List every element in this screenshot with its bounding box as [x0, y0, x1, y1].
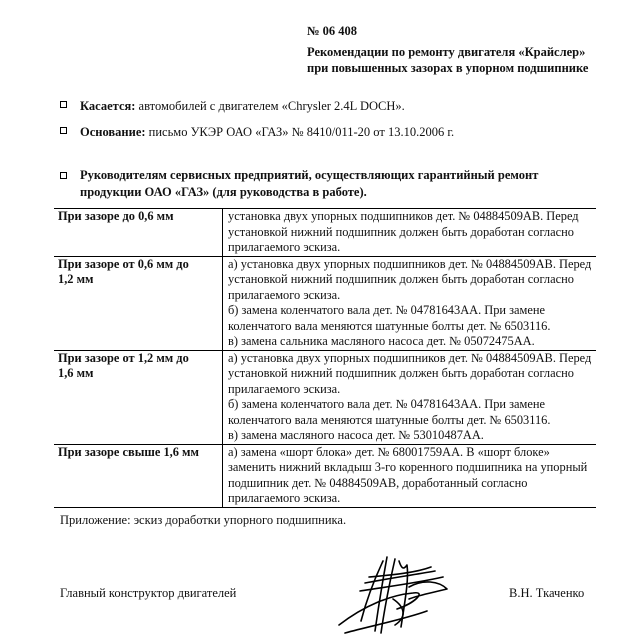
- gap-condition-cell: [54, 256, 223, 350]
- repair-action-line: а) замена «шорт блока» дет. № 68001759АА. В «шорт блоке»: [228, 444, 550, 459]
- concerns-text: автомобилей с двигателем «Chrysler 2.4L DOCH».: [135, 99, 405, 113]
- table-row: [54, 350, 596, 444]
- repair-action-line: установкой нижний подшипник должен быть доработан согласно: [228, 366, 574, 380]
- square-bullet-icon: [60, 127, 67, 134]
- repair-action-line: б) замена коленчатого вала дет. № 04781643АА. При замене: [228, 397, 546, 411]
- repair-action-line: прилагаемого эскиза.: [228, 287, 341, 302]
- repair-actions-cell: [223, 209, 597, 257]
- document-title-line-2: при повышенных зазорах в упорном подшипнике: [307, 61, 589, 75]
- repair-recommendations-table: [54, 208, 596, 508]
- basis-label: Основание:: [80, 125, 146, 139]
- table-row: [54, 209, 596, 257]
- repair-action-line: б) замена коленчатого вала дет. № 04781643АА. При замене: [228, 303, 546, 317]
- gap-condition-line: При зазоре до 0,6 мм: [58, 209, 174, 223]
- repair-action-line: установкой нижний подшипник должен быть доработан согласно: [228, 224, 574, 239]
- basis-line: [60, 124, 454, 141]
- basis-text: письмо УКЭР ОАО «ГАЗ» № 8410/011-20 от 13.10.2006 г.: [145, 125, 455, 139]
- addressee-line-1: Руководителям сервисных предприятий, осуществляющих гарантийный ремонт: [80, 168, 539, 182]
- table-row: [54, 444, 596, 507]
- addressee-block: [60, 167, 538, 201]
- concerns-label: Касается:: [80, 99, 136, 113]
- repair-action-line: коленчатого вала меняются шатунные болты дет. № 6503116.: [228, 318, 551, 333]
- document-number: № 06 408: [307, 24, 358, 38]
- table-row: [54, 256, 596, 350]
- square-bullet-icon: [60, 101, 67, 108]
- gap-condition-cell: [54, 350, 223, 444]
- square-bullet-icon: [60, 172, 67, 179]
- table-body: [54, 209, 596, 508]
- repair-actions-cell: [223, 444, 597, 507]
- repair-action-line: прилагаемого эскиза.: [228, 240, 341, 254]
- handwritten-signature: [335, 553, 460, 636]
- repair-action-line: заменить нижний вкладыш 3-го коренного подшипника на упорный: [228, 460, 588, 474]
- repair-action-line: в) замена масляного насоса дет. № 53010487АА.: [228, 428, 484, 442]
- document-title-line-1: Рекомендации по ремонту двигателя «Крайслер»: [307, 45, 586, 59]
- gap-condition-line: При зазоре от 1,2 мм до: [58, 350, 189, 365]
- gap-condition-line: При зазоре от 0,6 мм до: [58, 256, 189, 271]
- repair-action-line: прилагаемого эскиза.: [228, 491, 341, 505]
- repair-action-line: установка двух упорных подшипников дет. № 04884509АВ. Перед: [228, 209, 579, 223]
- gap-condition-line: При зазоре свыше 1,6 мм: [58, 444, 199, 459]
- concerns-line: [60, 98, 405, 115]
- repair-action-line: а) установка двух упорных подшипников дет. № 04884509АВ. Перед: [228, 256, 592, 271]
- repair-action-line: подшипник дет. № 04884509АВ, доработанный согласно: [228, 475, 528, 490]
- repair-action-line: установкой нижний подшипник должен быть доработан согласно: [228, 272, 574, 286]
- gap-condition-line: 1,2 мм: [58, 272, 94, 286]
- gap-condition-cell: [54, 444, 223, 507]
- signatory-name: В.Н. Ткаченко: [509, 586, 585, 600]
- gap-condition-line: 1,6 мм: [58, 366, 94, 380]
- repair-actions-cell: [223, 256, 597, 350]
- repair-action-line: коленчатого вала меняются шатунные болты дет. № 6503116.: [228, 412, 551, 427]
- repair-actions-cell: [223, 350, 597, 444]
- addressee-line-2: продукции ОАО «ГАЗ» (для руководства в работе).: [80, 185, 367, 199]
- signatory-position: Главный конструктор двигателей: [60, 586, 237, 600]
- repair-action-line: а) установка двух упорных подшипников дет. № 04884509АВ. Перед: [228, 350, 592, 365]
- gap-condition-cell: [54, 209, 223, 257]
- repair-action-line: прилагаемого эскиза.: [228, 381, 341, 396]
- repair-action-line: в) замена сальника масляного насоса дет. № 05072475АА.: [228, 334, 535, 348]
- attachment-note: Приложение: эскиз доработки упорного подшипника.: [60, 513, 347, 527]
